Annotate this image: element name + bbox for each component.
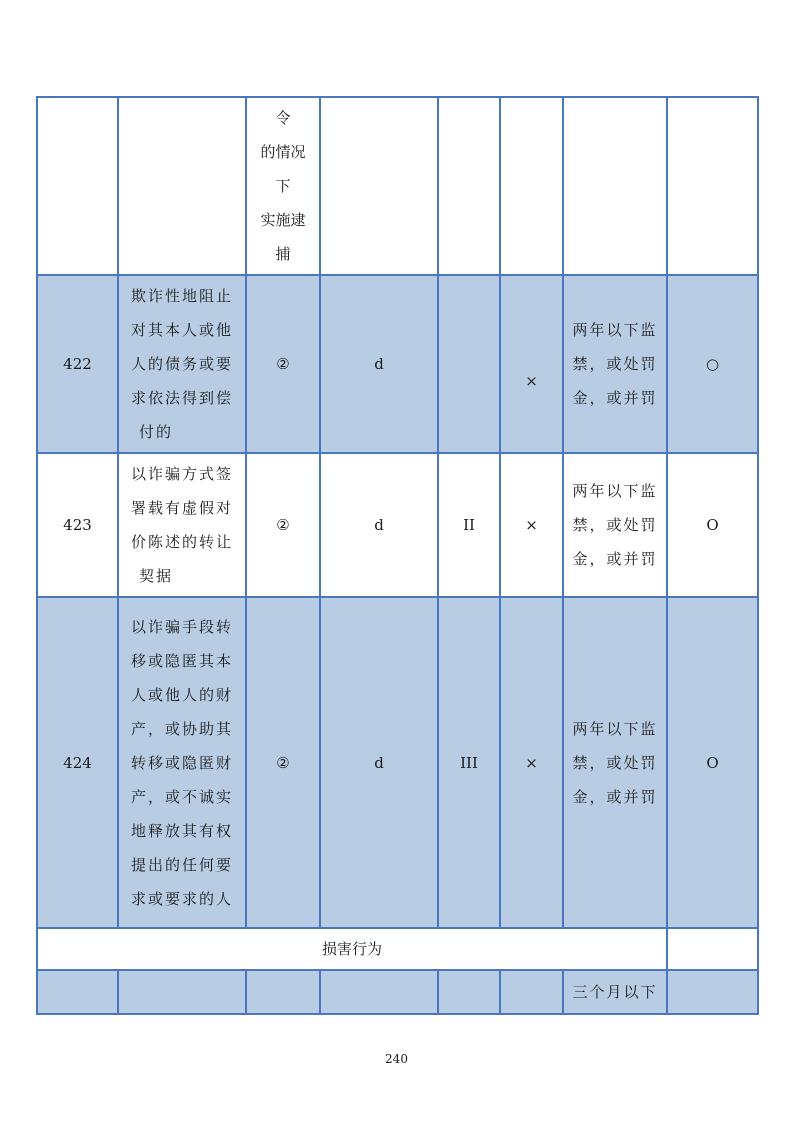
table-row-424 [37, 597, 758, 928]
cell-col6 [500, 970, 563, 1014]
cell-arrest: ② [246, 275, 320, 453]
desc-line: 人的债务或要 [130, 355, 233, 373]
arrest-line: 令 [275, 109, 291, 127]
cell-arrest [246, 970, 320, 1014]
page-number: 240 [385, 1052, 408, 1066]
desc-line: 对其本人或他 [130, 321, 233, 339]
penalty-line: 禁，或处罚 [572, 516, 658, 534]
cell-col6 [500, 97, 563, 275]
penalty-line: 金，或并罚 [572, 787, 658, 806]
cell-col6: × [500, 275, 563, 453]
desc-line: 以诈骗手段转 [130, 617, 233, 636]
penalty-line: 禁，或处罚 [572, 355, 658, 373]
cell-no: 424 [37, 597, 118, 928]
desc-line: 地释放其有权 [130, 821, 233, 840]
section-heading: 损害行为 [37, 928, 667, 970]
cell-col5 [438, 970, 500, 1014]
cell-col8: O [667, 597, 758, 928]
cell-col4: d [320, 597, 438, 928]
desc-line: 欺诈性地阻止 [130, 287, 233, 305]
penalty-line: 两年以下监 [572, 321, 658, 339]
desc-line: 付的 [139, 423, 174, 441]
desc-line: 提出的任何要 [130, 855, 233, 874]
desc-line: 求依法得到偿 [130, 389, 233, 407]
penalty-line: 两年以下监 [572, 719, 658, 738]
cell-arrest: ② [246, 597, 320, 928]
cell-desc [118, 453, 246, 597]
cell-col4: d [320, 275, 438, 453]
penalty-line: 禁，或处罚 [572, 753, 658, 772]
cell-col4 [320, 97, 438, 275]
desc-line: 人或他人的财 [130, 685, 233, 704]
cell-col4 [320, 970, 438, 1014]
cell-col5: III [438, 597, 500, 928]
table-row-423 [37, 453, 758, 597]
cell-col8 [667, 97, 758, 275]
desc-line: 产，或不诚实 [130, 787, 233, 806]
cell-arrest: ② [246, 453, 320, 597]
arrest-line: 捕 [275, 245, 291, 263]
cell-col5: II [438, 453, 500, 597]
table-row-continuation [37, 97, 758, 275]
desc-line: 移或隐匿其本 [130, 651, 233, 670]
desc-line: 署载有虚假对 [130, 499, 233, 517]
cell-desc [118, 97, 246, 275]
desc-line: 产，或协助其 [130, 719, 233, 738]
desc-line: 价陈述的转让 [130, 533, 233, 551]
cell-penalty [563, 453, 667, 597]
section-heading-row [37, 928, 758, 970]
cell-desc [118, 970, 246, 1014]
arrest-line: 的情况 [260, 143, 306, 161]
cell-penalty: 三个月以下 [563, 970, 667, 1014]
desc-line: 契据 [139, 567, 174, 585]
desc-line: 以诈骗方式签 [130, 465, 233, 483]
cell-no: 423 [37, 453, 118, 597]
offence-table [36, 96, 759, 1015]
cell-no [37, 97, 118, 275]
cell-penalty [563, 97, 667, 275]
cell-col5 [438, 97, 500, 275]
cell-col6: × [500, 597, 563, 928]
desc-line: 求或要求的人 [130, 889, 233, 908]
cell-penalty [563, 597, 667, 928]
table-row-422 [37, 275, 758, 453]
cell-col8 [667, 928, 758, 970]
cell-col8: O [667, 453, 758, 597]
arrest-line: 下 [275, 177, 291, 195]
cell-col5 [438, 275, 500, 453]
penalty-line: 金，或并罚 [572, 550, 658, 568]
cell-penalty [563, 275, 667, 453]
cell-col4: d [320, 453, 438, 597]
cell-col6: × [500, 453, 563, 597]
desc-line: 转移或隐匿财 [130, 753, 233, 772]
penalty-line: 两年以下监 [572, 482, 658, 500]
cell-col8 [667, 970, 758, 1014]
cell-desc [118, 597, 246, 928]
penalty-line: 金，或并罚 [572, 389, 658, 407]
cell-no [37, 970, 118, 1014]
cell-arrest [246, 97, 320, 275]
cell-col8: ○ [667, 275, 758, 453]
table-row-next [37, 970, 758, 1014]
cell-no: 422 [37, 275, 118, 453]
arrest-line: 实施逮 [260, 211, 306, 229]
cell-desc [118, 275, 246, 453]
